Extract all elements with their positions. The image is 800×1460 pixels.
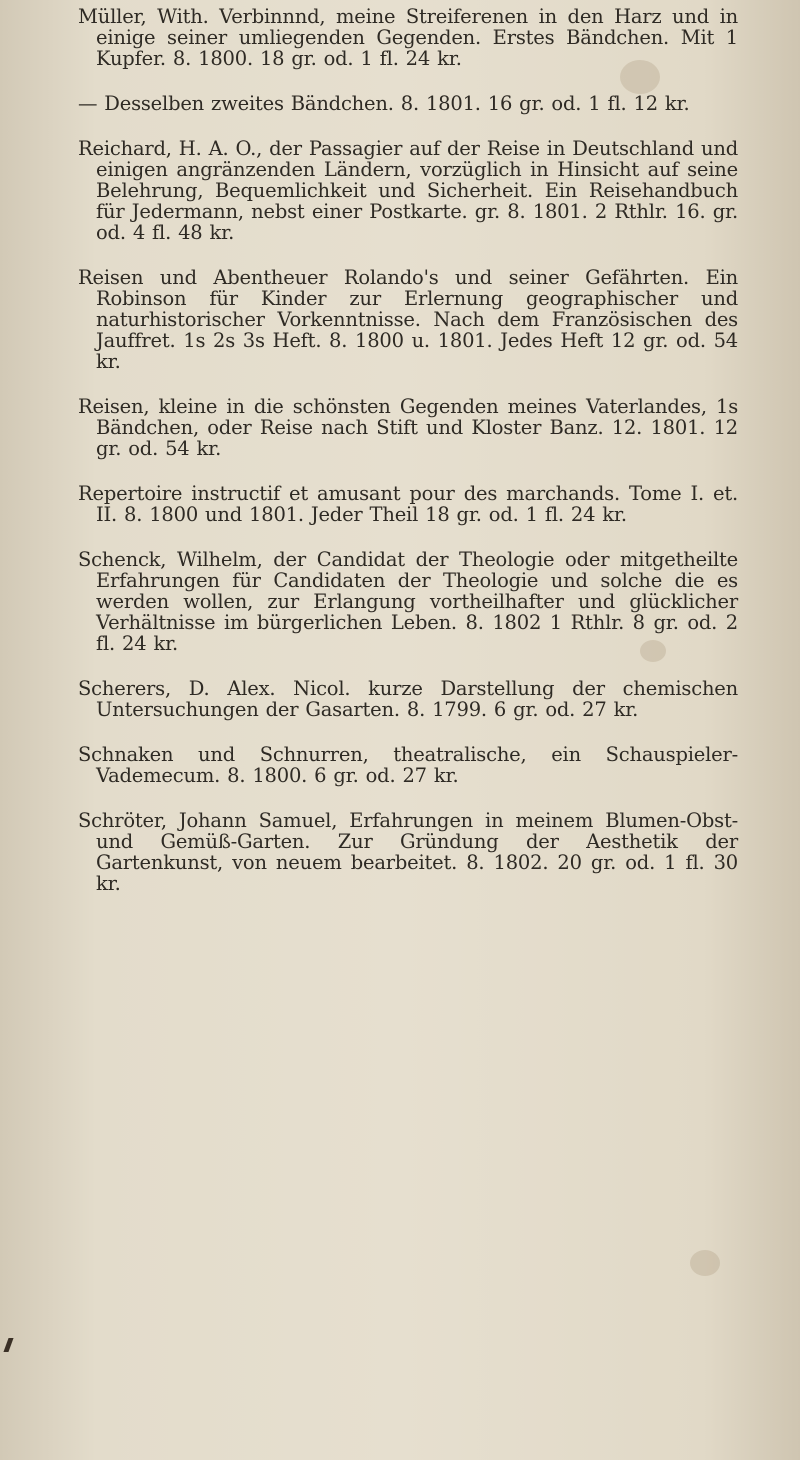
catalog-entry xyxy=(78,396,738,459)
entry-text: Müller, With. Verbinnnd, meine Streiferenen in den Harz und in einige seiner umliegenden Gegenden. Erstes Bändchen. Mit 1 Kupfer. 8. 1800. 18 gr. od. 1 fl. 24 kr. xyxy=(78,5,738,70)
catalog-entry xyxy=(78,267,738,372)
entry-text: Repertoire instructif et amusant pour des marchands. Tome I. et. II. 8. 1800 und 1801. Jeder Theil 18 gr. od. 1 fl. 24 kr. xyxy=(78,482,738,526)
catalog-entry xyxy=(78,138,738,243)
entry-text: Reisen und Abentheuer Rolando's und seiner Gefährten. Ein Robinson für Kinder zur Erlernung geographischer und naturhistorischer Vorkenntnisse. Nach dem Französischen des Jauffret. 1s 2s 3s Heft. 8. 1800 u. 1801. Jedes Heft 12 gr. od. 54 kr. xyxy=(78,266,738,373)
entry-text: Schenck, Wilhelm, der Candidat der Theologie oder mitgetheilte Erfahrungen für Candidaten der Theologie und solche die es werden wollen, zur Erlangung vortheilhafter und glücklicher Verhältnisse im bürgerlichen Leben. 8. 1802 1 Rthlr. 8 gr. od. 2 fl. 24 kr. xyxy=(78,548,738,655)
catalog-entry xyxy=(78,810,738,894)
catalog-entry xyxy=(78,549,738,654)
entry-text: Reichard, H. A. O., der Passagier auf der Reise in Deutschland und einigen angränzenden Ländern, vorzüglich in Hinsicht auf seine Belehrung, Bequemlichkeit und Sicherheit. Ein Reisehandbuch für Jedermann, nebst einer Postkarte. gr. 8. 1801. 2 Rthlr. 16. gr. od. 4 fl. 48 kr. xyxy=(78,137,738,244)
paper-stain xyxy=(690,1250,720,1276)
catalog-entry xyxy=(78,6,738,69)
entry-text: Scherers, D. Alex. Nicol. kurze Darstellung der chemischen Untersuchungen der Gasarten. 8. 1799. 6 gr. od. 27 kr. xyxy=(78,677,738,721)
entry-text: Schnaken und Schnurren, theatralische, ein Schauspieler-Vademecum. 8. 1800. 6 gr. od. 27 kr. xyxy=(78,743,738,787)
entry-text: — Desselben zweites Bändchen. 8. 1801. 16 gr. od. 1 fl. 12 kr. xyxy=(78,92,690,115)
catalog-entry xyxy=(78,678,738,720)
catalog-entry xyxy=(78,93,738,114)
entry-text: Reisen, kleine in die schönsten Gegenden meines Vaterlandes, 1s Bändchen, oder Reise nach Stift und Kloster Banz. 12. 1801. 12 gr. od. 54 kr. xyxy=(78,395,738,460)
catalog-entry xyxy=(78,483,738,525)
page-edge-mark xyxy=(3,1338,13,1352)
entry-text: Schröter, Johann Samuel, Erfahrungen in meinem Blumen-Obst- und Gemüß-Garten. Zur Gründung der Aesthetik der Gartenkunst, von neuem bearbeitet. 8. 1802. 20 gr. od. 1 fl. 30 kr. xyxy=(78,809,738,895)
catalog-entry xyxy=(78,744,738,786)
catalog-entries xyxy=(78,6,738,918)
